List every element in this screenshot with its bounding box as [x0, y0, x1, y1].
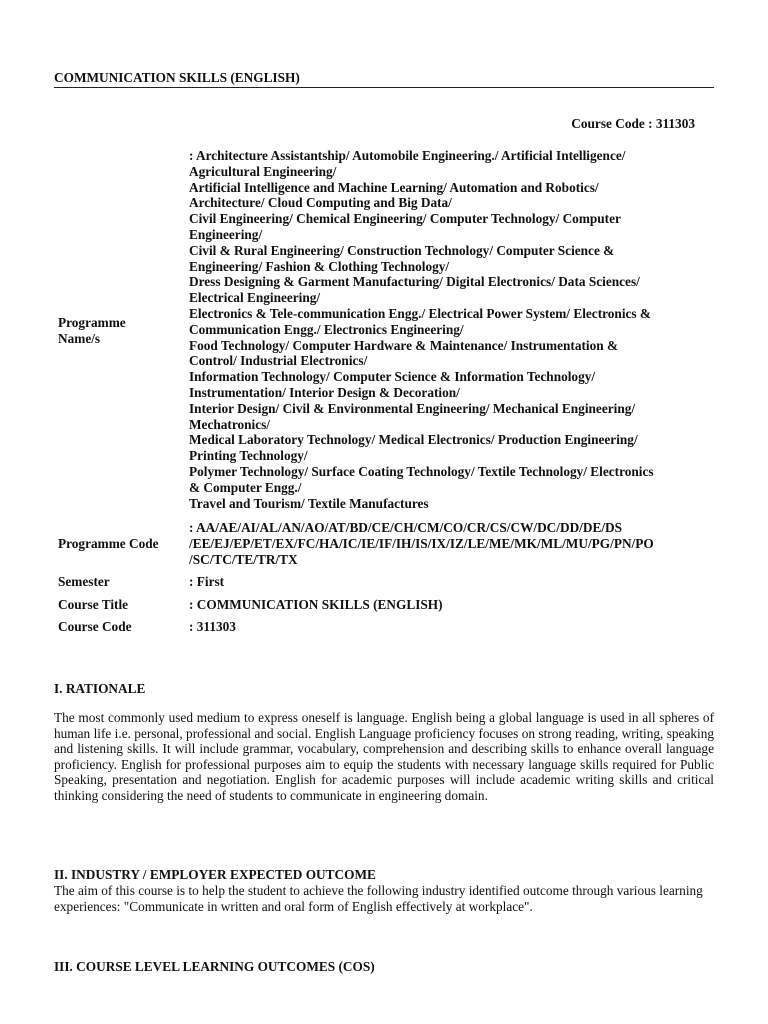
programme-name-line: Polymer Technology/ Surface Coating Technology/ Textile Technology/ Electronics [189, 463, 654, 479]
rationale-paragraph: The most commonly used medium to express oneself is language. English being a global language is used in all spheres of human life i.e. personal, professional and social. English Language proficiency focuses on strong reading, writing, speaking and listening skills. It will include grammar, vocabulary, comprehension and describing skills to enhance overall language proficiency. English for professional purposes aim to equip the students with necessary language skills required for Public Speaking, presentation and negotiation. English for academic purposes will include academic writing skills and critical thinking considering the need of students to communicate in engineering domain. [54, 710, 714, 803]
programme-name-line: Civil & Rural Engineering/ Construction Technology/ Computer Science & [189, 242, 615, 258]
industry-outcome-heading: II. INDUSTRY / EMPLOYER EXPECTED OUTCOME [54, 867, 376, 882]
programme-name-line: Civil Engineering/ Chemical Engineering/ Computer Technology/ Computer [189, 211, 621, 227]
document-title: COMMUNICATION SKILLS (ENGLISH) [54, 70, 714, 88]
industry-outcome-paragraph: The aim of this course is to help the student to achieve the following industry identified outcome through various learning experiences: "Communicate in written and oral form of English effectively at workplace". [54, 883, 703, 914]
programme-name-line: Artificial Intelligence and Machine Learning/ Automation and Robotics/ [189, 179, 599, 195]
semester-value: : First [189, 574, 225, 589]
programme-name-line: Engineering/ [189, 226, 263, 242]
semester-label: Semester [58, 574, 110, 589]
programme-name-line: Electronics & Tele-communication Engg./ Electrical Power System/ Electronics & [189, 305, 651, 321]
programme-name-line: Travel and Tourism/ Textile Manufactures [189, 495, 429, 511]
course-title-value: : COMMUNICATION SKILLS (ENGLISH) [189, 597, 443, 612]
programme-name-line: Mechatronics/ [189, 416, 270, 432]
programme-name-line: Interior Design/ Civil & Environmental Engineering/ Mechanical Engineering/ [189, 400, 636, 416]
programme-code-line: : AA/AE/AI/AL/AN/AO/AT/BD/CE/CH/CM/CO/CR/CS/CW/DC/DD/DE/DS [189, 520, 623, 535]
programme-name-line: & Computer Engg./ [189, 479, 302, 495]
course-code-label: Course Code [58, 619, 132, 634]
programme-name-line: Printing Technology/ [189, 448, 308, 464]
programme-code-label: Programme Code [58, 536, 159, 551]
programme-name-line: Architecture/ Cloud Computing and Big Data/ [189, 195, 452, 211]
programme-name-label: Programme Name/s [58, 315, 126, 346]
programme-name-line: Medical Laboratory Technology/ Medical Electronics/ Production Engineering/ [189, 432, 638, 448]
course-code-heading: Course Code : 311303 [571, 116, 695, 131]
programme-name-line: Dress Designing & Garment Manufacturing/ Digital Electronics/ Data Sciences/ [189, 274, 640, 290]
programme-code-value [189, 520, 654, 568]
programme-code-line: /EE/EJ/EP/ET/EX/FC/HA/IC/IE/IF/IH/IS/IX/IZ/LE/ME/MK/ML/MU/PG/PN/PO [189, 536, 654, 551]
course-code-value: : 311303 [189, 619, 236, 634]
programme-name-line: Engineering/ Fashion & Clothing Technology/ [189, 258, 450, 274]
course-title-label: Course Title [58, 597, 129, 612]
programme-name-line: Control/ Industrial Electronics/ [189, 353, 368, 369]
course-outcomes-heading: III. COURSE LEVEL LEARNING OUTCOMES (COS) [54, 959, 375, 974]
programme-name-list [189, 148, 719, 511]
programme-name-line: : Architecture Assistantship/ Automobile Engineering./ Artificial Intelligence/ [189, 148, 626, 163]
programme-name-line: Information Technology/ Computer Science & Information Technology/ [189, 369, 596, 385]
programme-name-line: Instrumentation/ Interior Design & Decoration/ [189, 384, 460, 400]
programme-name-line: Agricultural Engineering/ [189, 163, 337, 179]
programme-name-line: Food Technology/ Computer Hardware & Maintenance/ Instrumentation & [189, 337, 619, 353]
programme-name-line: Communication Engg./ Electronics Engineering/ [189, 321, 464, 337]
rationale-heading: I. RATIONALE [54, 681, 146, 696]
programme-name-line: Electrical Engineering/ [189, 290, 321, 306]
programme-code-line: /SC/TC/TE/TR/TX [189, 552, 298, 567]
